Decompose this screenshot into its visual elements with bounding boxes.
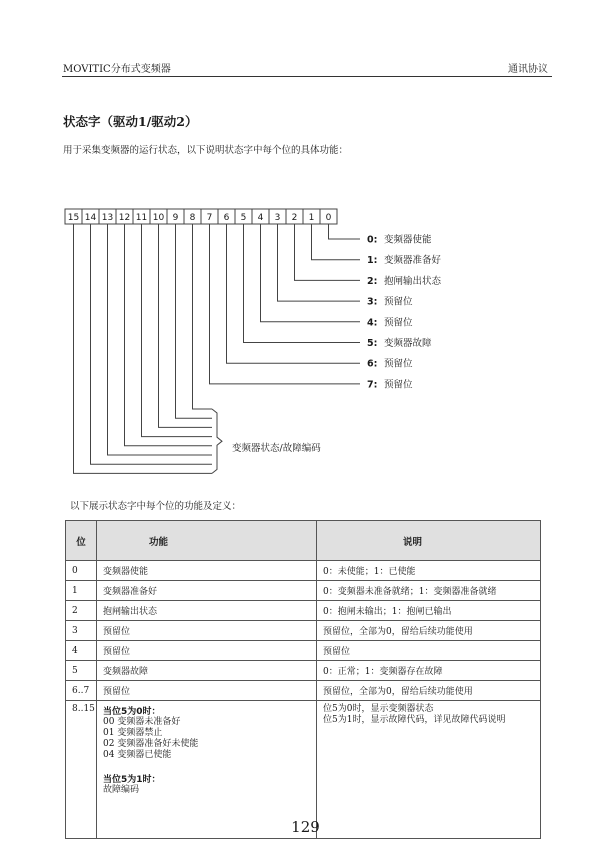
cell-description: 0：未使能；1：已使能 — [317, 561, 541, 581]
bit-cells — [65, 209, 337, 224]
bit-number: 3 — [274, 213, 281, 223]
brace-leader — [91, 224, 213, 464]
cell-description: 0：变频器未准备就绪；1：变频器准备就绪 — [317, 581, 541, 601]
callout-text: 变频器故障 — [384, 338, 432, 349]
callout-leaders — [210, 224, 361, 384]
case1-heading: 当位5为1时： — [103, 775, 161, 785]
case0-line: 00 变频器未准备好 — [103, 717, 181, 727]
cell-function: 变频器故障 — [97, 661, 317, 681]
leader-line — [295, 224, 361, 280]
callout-labels — [367, 234, 442, 391]
brace-label: 变频器状态/故障编码 — [232, 443, 321, 454]
description-line: 位5为0时，显示变频器状态 — [323, 704, 434, 714]
section-title: 状态字（驱动1/驱动2） — [63, 114, 198, 129]
bit-number: 12 — [118, 213, 131, 223]
brace-leader — [74, 224, 213, 473]
brace-leader — [159, 224, 213, 427]
cell-bit: 1 — [66, 581, 97, 601]
header-description: 说明 — [317, 521, 541, 561]
cell-description: 0：抱闸未输出；1：抱闸已输出 — [317, 601, 541, 621]
cell-bit: 0 — [66, 561, 97, 581]
table-row — [66, 621, 541, 641]
callout-number: 1: — [367, 255, 378, 267]
leader-line — [329, 224, 361, 239]
cell-function: 预留位 — [97, 681, 317, 701]
brace-leader — [125, 224, 213, 446]
callout-text: 抱闸输出状态 — [384, 275, 442, 287]
table-row — [66, 561, 541, 581]
header-right: 通讯协议 — [508, 64, 548, 75]
bit-number: 13 — [101, 213, 114, 223]
table-row — [66, 641, 541, 661]
cell-function: 抱闸输出状态 — [97, 601, 317, 621]
bit-number: 7 — [206, 213, 213, 223]
callout-number: 4: — [367, 317, 378, 329]
callout-number: 3: — [367, 296, 378, 308]
cell-bit: 3 — [66, 621, 97, 641]
header-left: MOVITIC分布式变频器 — [63, 64, 171, 75]
table-row — [66, 681, 541, 701]
brace-shape — [212, 409, 222, 473]
leader-line — [278, 224, 361, 301]
status-bit-table — [65, 520, 541, 839]
callout-number: 2: — [367, 275, 378, 287]
header-function: 功能 — [97, 521, 317, 561]
cell-function: 变频器准备好 — [97, 581, 317, 601]
bit-number: 4 — [257, 213, 264, 223]
case0-line: 04 变频器已使能 — [103, 750, 172, 760]
brace-leader — [176, 224, 213, 418]
bit-number: 8 — [189, 213, 196, 223]
brace-leader — [142, 224, 213, 437]
cell-bit: 5 — [66, 661, 97, 681]
bit-number: 10 — [152, 213, 165, 223]
callout-number: 6: — [367, 358, 378, 370]
table-row — [66, 661, 541, 681]
case0-line: 01 变频器禁止 — [103, 728, 163, 738]
callout-text: 预留位 — [384, 296, 413, 308]
cell-bit: 4 — [66, 641, 97, 661]
page-number: 129 — [291, 818, 320, 836]
description-line: 位5为1时，显示故障代码，详见故障代码说明 — [323, 715, 506, 725]
callout-text: 预留位 — [384, 317, 413, 329]
cell-bit: 2 — [66, 601, 97, 621]
bit-number: 6 — [223, 213, 230, 223]
bit-number: 11 — [135, 213, 148, 223]
callout-text: 变频器准备好 — [384, 255, 442, 267]
leader-line — [210, 224, 361, 384]
brace-leader — [108, 224, 213, 455]
case0-heading: 当位5为0时： — [103, 707, 161, 717]
callout-text: 预留位 — [384, 358, 413, 370]
cell-description: 预留位，全部为0，留给后续功能使用 — [317, 681, 541, 701]
case1-line: 故障编码 — [103, 785, 140, 795]
cell-function: 变频器使能 — [97, 561, 317, 581]
bit-number: 1 — [308, 213, 315, 223]
cell-description: 预留位，全部为0，留给后续功能使用 — [317, 621, 541, 641]
cell-function: 预留位 — [97, 621, 317, 641]
bit-number: 0 — [325, 213, 332, 223]
table-row — [66, 601, 541, 621]
bit-number: 2 — [291, 213, 298, 223]
bit-number: 14 — [84, 213, 97, 223]
bit-number: 15 — [67, 213, 80, 223]
table-row — [66, 581, 541, 601]
header-bit: 位 — [66, 521, 97, 561]
cell-function: 预留位 — [97, 641, 317, 661]
cell-description: 0：正常；1：变频器存在故障 — [317, 661, 541, 681]
table-intro: 以下展示状态字中每个位的功能及定义： — [70, 501, 242, 512]
table-header-row — [66, 521, 541, 561]
cell-description: 预留位 — [317, 641, 541, 661]
callout-number: 7: — [367, 379, 378, 391]
cell-bit: 8..15 — [66, 701, 97, 839]
callout-text: 变频器使能 — [384, 234, 432, 246]
cell-bit: 6..7 — [66, 681, 97, 701]
callout-number: 0: — [367, 234, 378, 246]
callout-text: 预留位 — [384, 379, 413, 391]
bit-number: 9 — [172, 213, 179, 223]
case0-line: 02 变频器准备好未使能 — [103, 739, 199, 749]
intro-text: 用于采集变频器的运行状态，以下说明状态字中每个位的具体功能： — [63, 145, 349, 156]
callout-number: 5: — [367, 338, 378, 349]
leader-line — [312, 224, 361, 260]
bit-number: 5 — [240, 213, 247, 223]
brace — [74, 224, 223, 473]
